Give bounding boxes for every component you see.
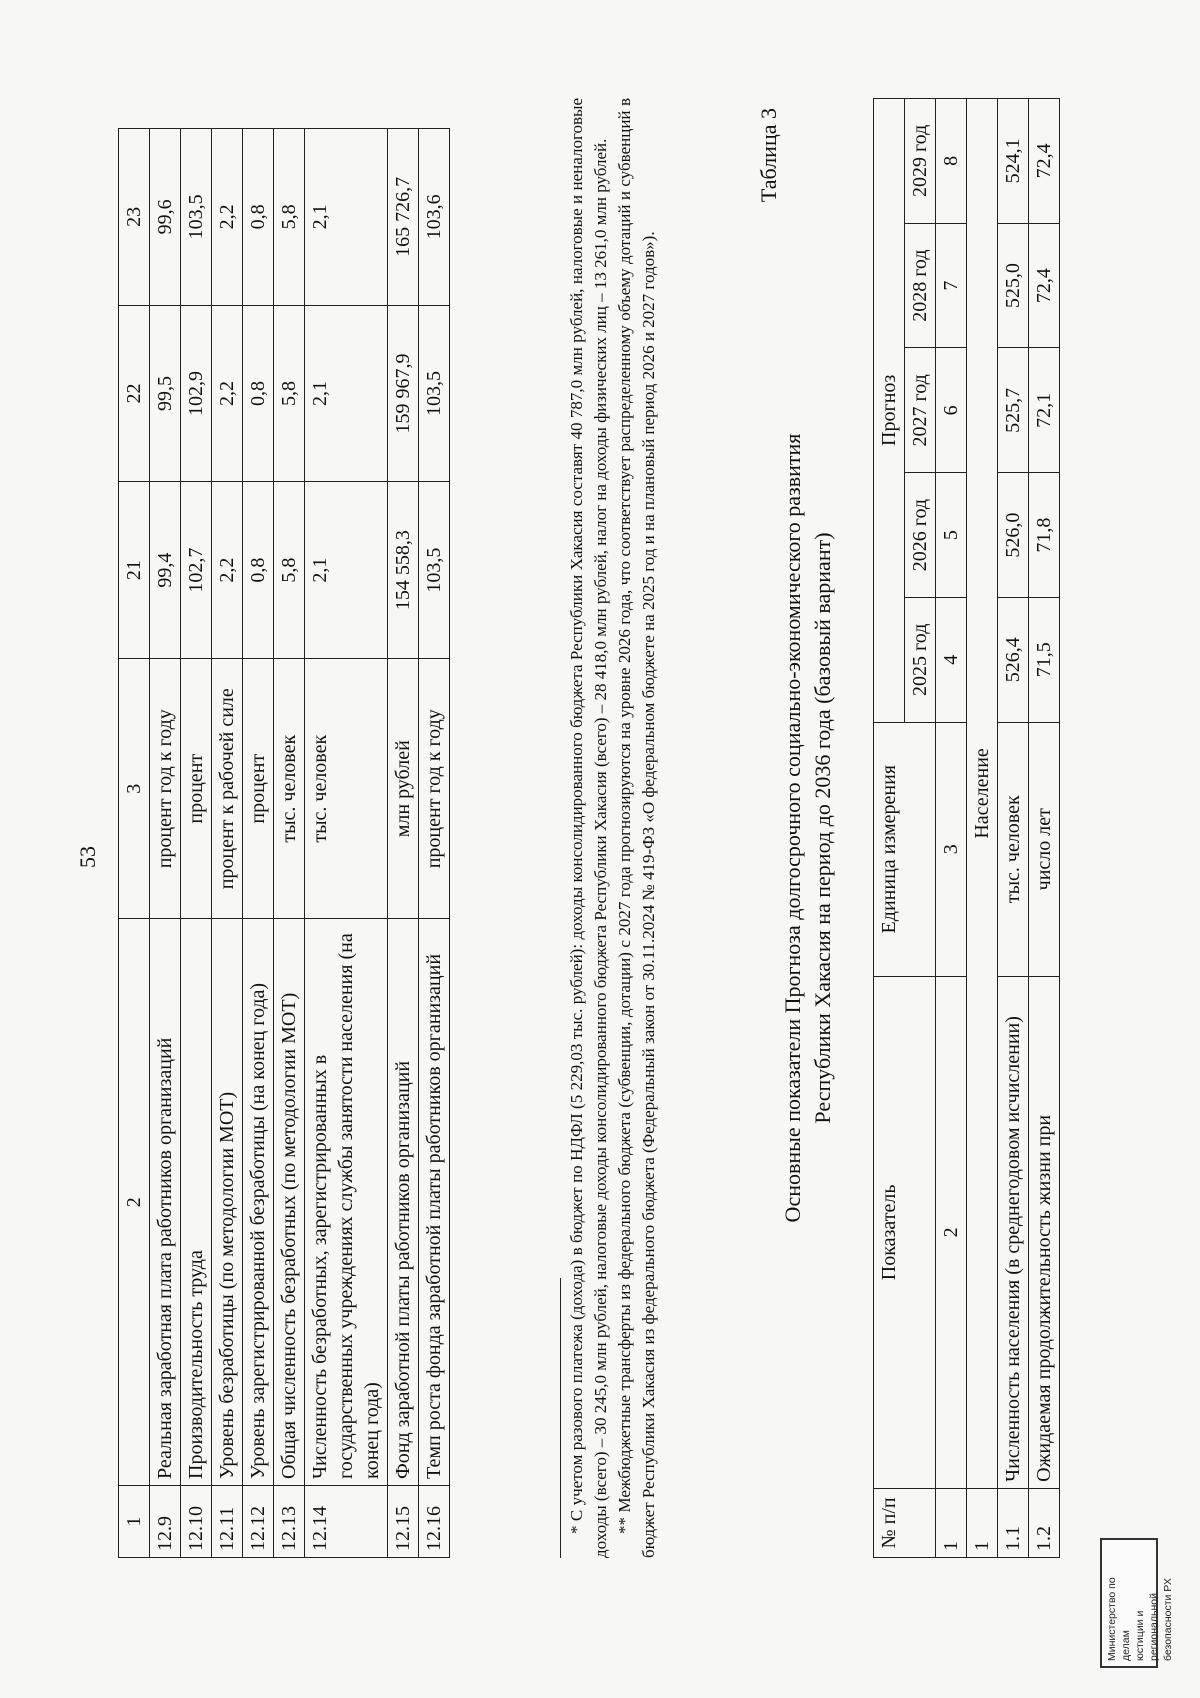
header-cell: 22 [119, 305, 150, 482]
header-year: 2029 год [905, 99, 936, 224]
row-value: 2,2 [212, 482, 243, 659]
row-value: 526,0 [998, 473, 1029, 598]
row-value: 72,4 [1029, 223, 1060, 348]
row-number: 12.11 [212, 1486, 243, 1558]
footnote-2: ** Межбюджетные трансферты из федерального бюджета (субвенции, дотации) с 2027 года прогнозируются на уровне 2026 года, что соответствует распределенному объему дотаций и субвенций в бюджет Республики Хакасия из федерального бюджета (Федеральный закон от 30.11.2024 № 419-ФЗ «О федеральном бюджете на 2025 год и на плановый период 2026 и 2027 годов»). [615, 98, 658, 1558]
header-indicator: Показатель [874, 976, 936, 1488]
row-value: 2,2 [212, 129, 243, 306]
row-unit: тыс. человек [305, 658, 388, 918]
row-value: 103,6 [419, 129, 450, 306]
row-value: 165 726,7 [388, 129, 419, 306]
header-cell: 1 [119, 1486, 150, 1558]
column-number: 1 [936, 1488, 967, 1557]
row-indicator: Ожидаемая продолжительность жизни при [1029, 976, 1060, 1488]
row-value: 5,8 [274, 482, 305, 659]
footnotes [560, 98, 661, 1558]
row-number: 12.9 [150, 1486, 181, 1558]
header-cell: 21 [119, 482, 150, 659]
row-number: 12.14 [305, 1486, 388, 1558]
stamp-line: Министерство по делам [1106, 1577, 1132, 1661]
table-row [212, 129, 243, 1558]
section-title-line-1: Основные показатели Прогноза долгосрочного социально-экономического развития [780, 433, 805, 1223]
indicators-table-continued [118, 128, 450, 1558]
section-name: Население [967, 99, 998, 1489]
row-indicator: Численность населения (в среднегодовом исчислении) [998, 976, 1029, 1488]
header-unit: Единица измерения [874, 722, 936, 976]
row-value: 99,4 [150, 482, 181, 659]
table-row [150, 129, 181, 1558]
row-indicator: Реальная заработная плата работников организаций [150, 919, 181, 1486]
row-number: 12.16 [419, 1486, 450, 1558]
row-indicator: Фонд заработной платы работников организаций [388, 919, 419, 1486]
column-number: 7 [936, 223, 967, 348]
row-number: 1.1 [998, 1488, 1029, 1557]
row-value: 99,6 [150, 129, 181, 306]
row-value: 2,1 [305, 305, 388, 482]
header-year: 2028 год [905, 223, 936, 348]
header-num: № п/п [874, 1488, 936, 1557]
row-value: 0,8 [243, 129, 274, 306]
row-value: 2,2 [212, 305, 243, 482]
footnote-1: * С учетом разового платежа (дохода) в бюджет по НДФЛ (5 229,03 тыс. рублей): доходы консолидированного бюджета Республики Хакасия составят 40 787,0 млн рублей, налоговые и неналоговые доходы (всего) – 30 245,0 млн рублей, налоговые доходы консолидированного бюджета Республики Хакасия (всего) – 28 418,0 млн рублей, налог на доходы физических лиц – 13 261,0 млн рублей. [567, 98, 610, 1558]
row-value: 526,4 [998, 597, 1029, 722]
row-number: 12.13 [274, 1486, 305, 1558]
header-year: 2027 год [905, 348, 936, 473]
table-label: Таблица 3 [756, 108, 781, 203]
table-header-row [119, 129, 150, 1558]
column-number: 6 [936, 348, 967, 473]
forecast-table [873, 98, 1060, 1558]
header-cell: 23 [119, 129, 150, 306]
section-number: 1 [967, 1488, 998, 1557]
column-number-row [936, 99, 967, 1558]
section-title-line-2: Республики Хакасия на период до 2036 года (базовый вариант) [810, 532, 835, 1124]
column-number: 4 [936, 597, 967, 722]
row-value: 5,8 [274, 305, 305, 482]
table-row [1029, 99, 1060, 1558]
header-cell: 3 [119, 658, 150, 918]
row-indicator: Производительность труда [181, 919, 212, 1486]
row-unit: тыс. человек [274, 658, 305, 918]
column-number: 2 [936, 976, 967, 1488]
row-number: 12.10 [181, 1486, 212, 1558]
header-forecast: Прогноз [874, 99, 905, 723]
row-value: 525,0 [998, 223, 1029, 348]
row-value: 0,8 [243, 482, 274, 659]
row-value: 0,8 [243, 305, 274, 482]
row-value: 71,5 [1029, 597, 1060, 722]
row-number: 12.12 [243, 1486, 274, 1558]
row-indicator: Уровень зарегистрированной безработицы (на конец года) [243, 919, 274, 1486]
row-value: 71,8 [1029, 473, 1060, 598]
column-number: 5 [936, 473, 967, 598]
row-number: 1.2 [1029, 1488, 1060, 1557]
row-value: 159 967,9 [388, 305, 419, 482]
header-year: 2025 год [905, 597, 936, 722]
column-number: 8 [936, 99, 967, 224]
footnote-divider [560, 1278, 561, 1558]
row-value: 72,4 [1029, 99, 1060, 224]
section-row [967, 99, 998, 1558]
row-value: 525,7 [998, 348, 1029, 473]
row-unit: процент к рабочей силе [212, 658, 243, 918]
table-row [305, 129, 388, 1558]
row-unit: процент [181, 658, 212, 918]
table-row [419, 129, 450, 1558]
row-value: 2,1 [305, 482, 388, 659]
row-value: 103,5 [419, 305, 450, 482]
row-value: 103,5 [419, 482, 450, 659]
row-value: 2,1 [305, 129, 388, 306]
column-number: 3 [936, 722, 967, 976]
section-title [778, 98, 838, 1558]
row-unit: процент год к году [419, 658, 450, 918]
row-unit: процент [243, 658, 274, 918]
row-indicator: Уровень безработицы (по методологии МОТ) [212, 919, 243, 1486]
header-year: 2026 год [905, 473, 936, 598]
row-unit: число лет [1029, 722, 1060, 976]
row-value: 99,5 [150, 305, 181, 482]
row-unit: тыс. человек [998, 722, 1029, 976]
row-value: 103,5 [181, 129, 212, 306]
table-row [998, 99, 1029, 1558]
table-row [243, 129, 274, 1558]
row-number: 12.15 [388, 1486, 419, 1558]
row-value: 154 558,3 [388, 482, 419, 659]
table-row [274, 129, 305, 1558]
row-value: 102,7 [181, 482, 212, 659]
row-indicator: Численность безработных, зарегистрированных в государственных учреждениях службы занятости населения (на конец года) [305, 919, 388, 1486]
ministry-stamp [1100, 1538, 1174, 1668]
table-row [181, 129, 212, 1558]
stamp-line: безопасности РХ [1162, 1578, 1174, 1661]
table-row [388, 129, 419, 1558]
header-cell: 2 [119, 919, 150, 1486]
table-header-row [874, 99, 905, 1558]
stamp-line: юстиции и региональной [1134, 1593, 1160, 1661]
row-value: 524,1 [998, 99, 1029, 224]
row-value: 72,1 [1029, 348, 1060, 473]
row-value: 5,8 [274, 129, 305, 306]
row-value: 102,9 [181, 305, 212, 482]
row-indicator: Темп роста фонда заработной платы работников организаций [419, 919, 450, 1486]
row-indicator: Общая численность безработных (по методологии МОТ) [274, 919, 305, 1486]
row-unit: процент год к году [150, 658, 181, 918]
row-unit: млн рублей [388, 658, 419, 918]
page-number: 53 [75, 846, 100, 868]
